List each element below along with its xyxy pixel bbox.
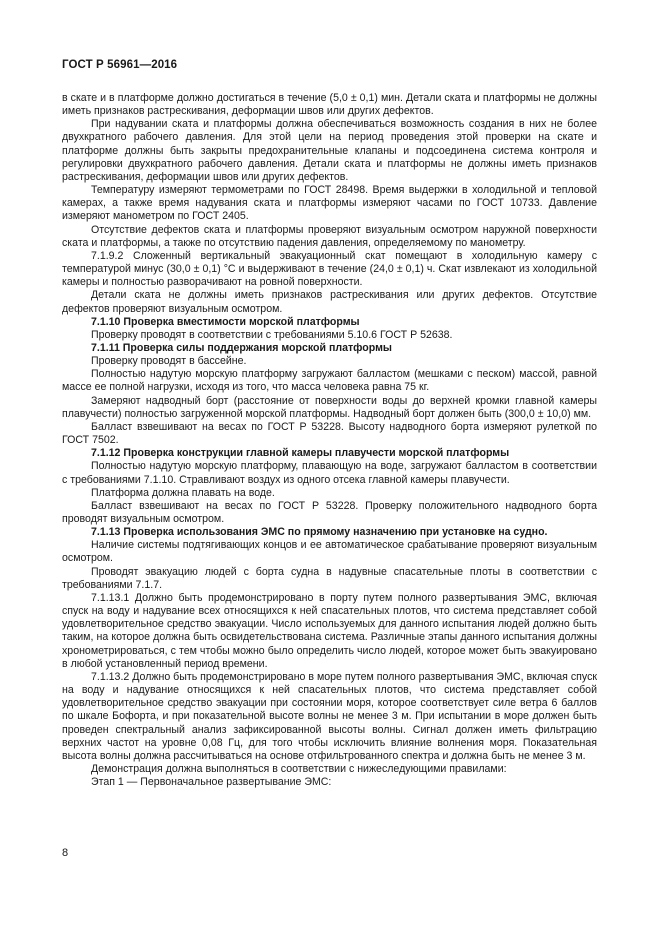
paragraph: Проверку проводят в соответствии с требованиями 5.10.6 ГОСТ Р 52638. [91, 328, 453, 341]
paragraph: 7.1.9.2 Сложенный вертикальный эвакуационный скат помещают в холодильную камеру с температурой минус (30,0 ± 0,1) °С и выдерживают в течение (24,0 ± 0,1) ч. Скат извлекают из холодильной камеры и полностью разворачивают на ровной поверхности. [62, 249, 597, 289]
paragraph: Балласт взвешивают на весах по ГОСТ Р 53228. Проверку положительного надводного борта проводят визуальным осмотром. [62, 499, 597, 525]
paragraph: Детали ската не должны иметь признаков растрескивания или других дефектов. Отсутствие дефектов проверяют визуальным осмотром. [62, 289, 597, 315]
document-body [62, 92, 597, 789]
paragraph: 7.1.13.1 Должно быть продемонстрировано в порту путем полного развертывания ЭМС, включая спуск на воду и надувание всех относящихся к ней спасательных плотов, что система представляет собой удовлетворительное средство эвакуации. Число используемых для данного испытания людей должно быть таким, на которое должна быть освидетельствована система. Различные этапы данного испытания должны хронометрироваться, с тем чтобы можно было определить число людей, которое может быть эвакуировано в любой установленный период времени. [62, 591, 597, 670]
paragraph: Платформа должна плавать на воде. [91, 486, 275, 499]
paragraph: Наличие системы подтягивающих концов и ее автоматическое срабатывание проверяют визуальным осмотром. [62, 539, 597, 565]
section-heading-7-1-12: 7.1.12 Проверка конструкции главной камеры плавучести морской платформы [91, 447, 510, 460]
paragraph: При надувании ската и платформы должна обеспечиваться возможность создания в них не более двухкратного рабочего давления. Для этой цели на период проведения этой проверки на скате и платформе должны быть закрыты предохранительные клапаны и подсоединена система контроля и регулировки двухкратного рабочего давления. Детали ската и платформы не должны иметь признаков растрескивания, деформации швов или других дефектов. [62, 118, 597, 183]
paragraph: Полностью надутую морскую платформу загружают балластом (мешками с песком) массой, равной массе ее полной нагрузки, исходя из того, что масса человека равна 75 кг. [62, 368, 597, 394]
section-heading-7-1-13: 7.1.13 Проверка использования ЭМС по прямому назначению при установке на судно. [91, 526, 548, 539]
paragraph: в скате и в платформе должно достигаться в течение (5,0 ± 0,1) мин. Детали ската и платформы не должны иметь признаков растрескивания, деформации швов или других дефектов. [62, 92, 597, 118]
paragraph: Отсутствие дефектов ската и платформы проверяют визуальным осмотром наружной поверхности ската и платформы, а также по отсутствию падения давления, определяемому по манометру. [62, 223, 597, 249]
section-heading-7-1-10: 7.1.10 Проверка вместимости морской платформы [91, 315, 360, 328]
paragraph: 7.1.13.2 Должно быть продемонстрировано в море путем полного развертывания ЭМС, включая спуск на воду и надувание относящихся к ней спасательных плотов, что система представляет собой удовлетворительное средство эвакуации при состоянии моря, которое соответствует силе ветра 6 баллов по шкале Бофорта, и при показательной высоте волны не менее 3 м. При испытании в море должен быть проведен спектральный анализ зафиксированной высоты волны. Сигнал должен иметь фильтрацию верхних частот на уровне 0,08 Гц, для того чтобы исключить влияние волнения моря. Показательная высота волны должна рассчитываться на основе отфильтрованного спектра и должна быть не менее 3 м. [62, 670, 597, 762]
page-number: 8 [62, 847, 69, 859]
document-header: ГОСТ Р 56961—2016 [62, 59, 178, 71]
paragraph: Замеряют надводный борт (расстояние от поверхности воды до верхней кромки главной камеры плавучести) полностью загруженной морской платформы. Надводный борт должен быть (300,0 ± 10,0) мм. [62, 394, 597, 420]
paragraph: Проводят эвакуацию людей с борта судна в надувные спасательные плоты в соответствии с требованиями 7.1.7. [62, 565, 597, 591]
paragraph: Балласт взвешивают на весах по ГОСТ Р 53228. Высоту надводного борта измеряют рулеткой по ГОСТ 7502. [62, 420, 597, 447]
paragraph: Этап 1 — Первоначальное развертывание ЭМС: [91, 776, 332, 789]
paragraph: Температуру измеряют термометрами по ГОСТ 28498. Время выдержки в холодильной и тепловой камерах, а также время надувания ската и платформы измеряют часами по ГОСТ 10733. Давление измеряют манометром по ГОСТ 2405. [62, 184, 597, 223]
paragraph: Проверку проводят в бассейне. [91, 355, 247, 368]
paragraph: Демонстрация должна выполняться в соответствии с нижеследующими правилами: [91, 762, 507, 775]
paragraph: Полностью надутую морскую платформу, плавающую на воде, загружают балластом в соответствии с требованиями 7.1.10. Стравливают воздух из одного отсека главной камеры плавучести. [62, 460, 597, 486]
section-heading-7-1-11: 7.1.11 Проверка силы поддержания морской платформы [91, 341, 392, 354]
